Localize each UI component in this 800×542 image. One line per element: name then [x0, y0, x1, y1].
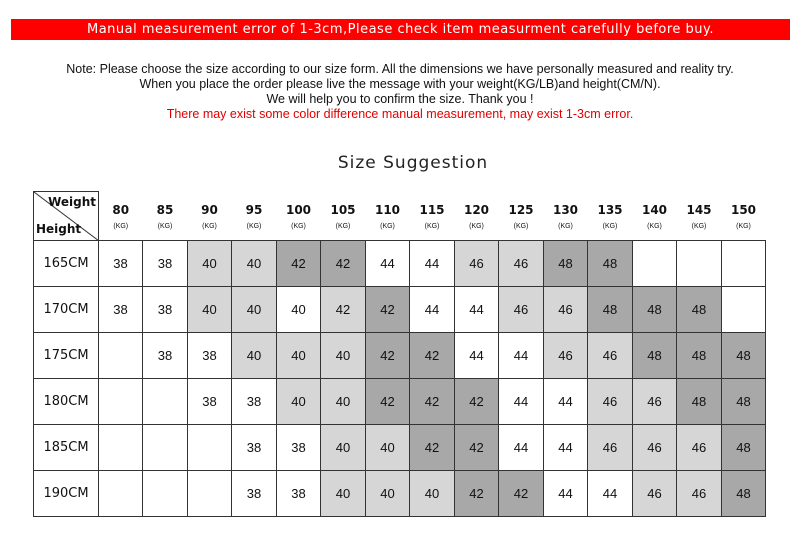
size-cell: 46: [499, 241, 544, 287]
weight-header-90: [188, 192, 232, 241]
size-cell: 40: [321, 379, 366, 425]
weight-value: 90: [201, 202, 218, 217]
table-row: [34, 333, 766, 379]
weight-value: 135: [597, 202, 623, 217]
weight-header-row: [34, 192, 766, 241]
size-cell: 38: [232, 379, 277, 425]
weight-header-140: [633, 192, 677, 241]
size-cell: 46: [588, 333, 633, 379]
size-cell: 42: [410, 379, 455, 425]
size-cell: 40: [277, 333, 321, 379]
warning-banner: Manual measurement error of 1-3cm,Please check item measurment carefully before buy.: [11, 19, 790, 40]
size-cell: [143, 379, 188, 425]
size-cell: 38: [277, 425, 321, 471]
weight-value: 120: [463, 202, 490, 217]
weight-unit: (KG): [736, 222, 751, 230]
size-cell: 42: [366, 287, 410, 333]
size-cell: 40: [321, 333, 366, 379]
weight-value: 140: [641, 202, 668, 217]
size-cell: 46: [499, 287, 544, 333]
size-cell: 40: [232, 241, 277, 287]
note-line-3: We will help you to confirm the size. Thank you !: [266, 92, 534, 106]
height-label-cell: 190CM: [34, 471, 99, 517]
size-cell: 46: [633, 425, 677, 471]
size-notes: [0, 62, 800, 122]
weight-unit: (KG): [647, 222, 662, 230]
weight-unit: (KG): [558, 222, 573, 230]
weight-value: 115: [419, 202, 445, 217]
note-line-4-warning: There may exist some color difference manual measurement, may exist 1-3cm error.: [166, 107, 634, 121]
size-cell: 38: [143, 241, 188, 287]
size-cell: 38: [232, 471, 277, 517]
weight-header-85: [143, 192, 188, 241]
weight-unit: (KG): [424, 222, 440, 230]
size-cell: 44: [544, 425, 588, 471]
weight-value: 130: [552, 202, 579, 217]
size-cell: 44: [499, 425, 544, 471]
table-row: [34, 425, 766, 471]
size-cell: 40: [366, 425, 410, 471]
weight-header-100: [277, 192, 321, 241]
weight-header-120: [455, 192, 499, 241]
size-cell: 40: [366, 471, 410, 517]
size-cell: 46: [544, 287, 588, 333]
size-cell: 42: [321, 241, 366, 287]
weight-unit: (KG): [202, 222, 217, 230]
weight-unit: (KG): [380, 222, 395, 230]
size-cell: 44: [410, 241, 455, 287]
size-cell: [143, 425, 188, 471]
weight-unit: (KG): [157, 222, 173, 230]
size-cell: 42: [455, 425, 499, 471]
size-cell: 44: [544, 379, 588, 425]
size-cell: 40: [232, 287, 277, 333]
size-cell: 38: [143, 287, 188, 333]
note-line-1: Note: Please choose the size according to our size form. All the dimensions we have personally measured and reality try.: [66, 62, 734, 76]
size-cell: 38: [99, 241, 143, 287]
height-label-cell: 175CM: [34, 333, 99, 379]
size-cell: 44: [499, 333, 544, 379]
size-cell: 44: [544, 471, 588, 517]
size-cell: 46: [588, 379, 633, 425]
size-cell: 40: [277, 379, 321, 425]
size-cell: [99, 333, 143, 379]
size-cell: 48: [677, 333, 722, 379]
weight-unit: (KG): [691, 222, 707, 230]
weight-header-80: [99, 192, 143, 241]
size-cell: 40: [410, 471, 455, 517]
size-cell: [188, 425, 232, 471]
size-cell: 44: [410, 287, 455, 333]
weight-header-130: [544, 192, 588, 241]
size-cell: 46: [633, 379, 677, 425]
weight-value: 125: [508, 202, 534, 217]
weight-value: 95: [245, 202, 263, 217]
size-cell: 42: [277, 241, 321, 287]
size-cell: [633, 241, 677, 287]
size-cell: 44: [588, 471, 633, 517]
size-cell: 48: [677, 287, 722, 333]
size-cell: [99, 425, 143, 471]
size-cell: 38: [277, 471, 321, 517]
size-cell: 44: [455, 287, 499, 333]
height-label-cell: 170CM: [34, 287, 99, 333]
size-cell: 40: [321, 471, 366, 517]
height-label-cell: 165CM: [34, 241, 99, 287]
size-cell: 48: [722, 425, 766, 471]
size-cell: 42: [410, 425, 455, 471]
size-cell: 46: [633, 471, 677, 517]
weight-value: 105: [330, 202, 356, 217]
size-cell: 42: [455, 379, 499, 425]
size-cell: 40: [277, 287, 321, 333]
weight-header-125: [499, 192, 544, 241]
weight-header-135: [588, 192, 633, 241]
weight-unit: (KG): [335, 222, 351, 230]
weight-unit: (KG): [113, 222, 129, 230]
weight-value: 110: [374, 202, 401, 217]
weight-unit: (KG): [602, 222, 618, 230]
weight-header-145: [677, 192, 722, 241]
size-cell: 48: [544, 241, 588, 287]
size-cell: 44: [366, 241, 410, 287]
weight-header-95: [232, 192, 277, 241]
height-label-cell: 185CM: [34, 425, 99, 471]
size-chart-table: [33, 191, 766, 517]
height-label-cell: 180CM: [34, 379, 99, 425]
size-cell: 40: [188, 287, 232, 333]
table-row: [34, 287, 766, 333]
weight-unit: (KG): [469, 222, 484, 230]
size-cell: [188, 471, 232, 517]
weight-unit: (KG): [513, 222, 529, 230]
weight-value: 150: [730, 202, 757, 217]
size-cell: 38: [232, 425, 277, 471]
size-cell: 48: [588, 241, 633, 287]
size-cell: 46: [544, 333, 588, 379]
size-cell: 38: [99, 287, 143, 333]
size-cell: 48: [677, 379, 722, 425]
weight-value: 145: [686, 202, 712, 217]
size-cell: [722, 241, 766, 287]
size-cell: 48: [722, 333, 766, 379]
weight-header-105: [321, 192, 366, 241]
weight-header-110: [366, 192, 410, 241]
size-cell: 40: [188, 241, 232, 287]
size-rows: [34, 241, 766, 517]
note-line-2: When you place the order please live the message with your weight(KG/LB)and height(CM/N).: [139, 77, 661, 91]
table-row: [34, 379, 766, 425]
size-cell: 48: [722, 471, 766, 517]
table-row: [34, 471, 766, 517]
size-cell: 48: [588, 287, 633, 333]
weight-label: Weight: [48, 195, 96, 209]
weight-value: 85: [156, 202, 174, 217]
height-label: Height: [36, 222, 82, 236]
size-cell: [99, 471, 143, 517]
size-cell: 46: [677, 425, 722, 471]
size-cell: 48: [722, 379, 766, 425]
size-cell: 46: [677, 471, 722, 517]
size-cell: [99, 379, 143, 425]
size-cell: 38: [188, 333, 232, 379]
corner-cell: [34, 192, 99, 241]
size-cell: [143, 471, 188, 517]
weight-value: 100: [285, 202, 312, 217]
weight-value: 80: [112, 202, 130, 217]
size-cell: 48: [633, 287, 677, 333]
size-cell: 40: [232, 333, 277, 379]
size-cell: 38: [143, 333, 188, 379]
weight-unit: (KG): [246, 222, 262, 230]
size-cell: 42: [499, 471, 544, 517]
size-cell: 40: [321, 425, 366, 471]
size-cell: 48: [633, 333, 677, 379]
table-row: [34, 241, 766, 287]
size-cell: 46: [455, 241, 499, 287]
weight-header-115: [410, 192, 455, 241]
size-cell: 44: [455, 333, 499, 379]
size-cell: [722, 287, 766, 333]
size-cell: 42: [410, 333, 455, 379]
size-cell: 42: [455, 471, 499, 517]
size-cell: 42: [366, 379, 410, 425]
size-cell: 46: [588, 425, 633, 471]
table-title: Size Suggestion: [337, 153, 489, 173]
size-cell: 44: [499, 379, 544, 425]
size-cell: 42: [366, 333, 410, 379]
size-cell: 42: [321, 287, 366, 333]
size-cell: [677, 241, 722, 287]
size-cell: 38: [188, 379, 232, 425]
weight-unit: (KG): [291, 222, 306, 230]
weight-header-150: [722, 192, 766, 241]
